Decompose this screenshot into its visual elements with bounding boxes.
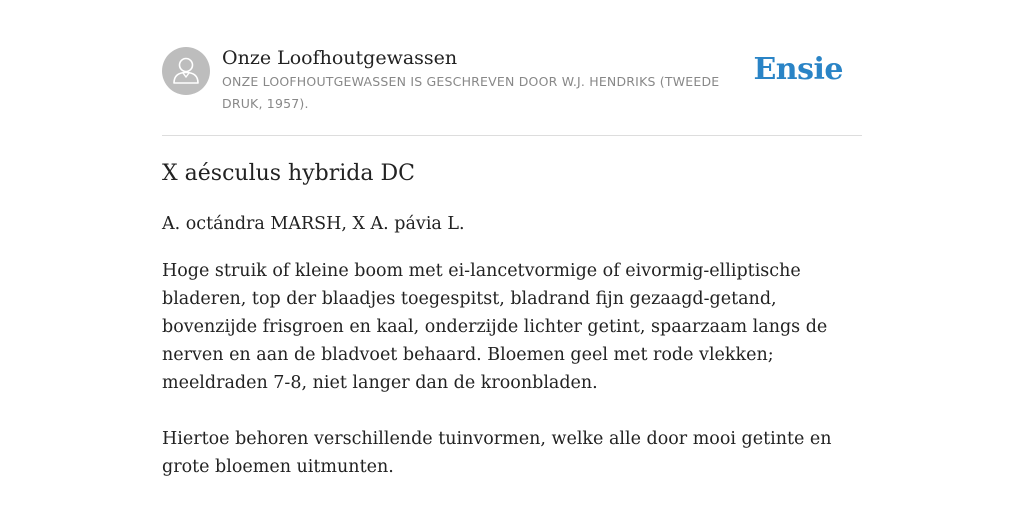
source-description: ONZE LOOFHOUTGEWASSEN IS GESCHREVEN DOOR W.J. HENDRIKS (TWEEDE DRUK, 1957). xyxy=(222,74,720,111)
entry-synonym: A. octándra MARSH, X A. pávia L. xyxy=(162,214,465,234)
entry-paragraph: Hiertoe behoren verschillende tuinvormen, welke alle door mooi getinte en grote bloemen uitmunten. xyxy=(162,429,832,477)
ensie-logo-link[interactable]: Ensie xyxy=(753,52,843,87)
entry-title: X aésculus hybrida DC xyxy=(162,161,415,186)
entry-paragraph: Hoge struik of kleine boom met ei-lancetvormige of eivormig-elliptische bladeren, top der blaadjes toegespitst, bladrand fijn gezaagd-getand, bovenzijde frisgroen en kaal, onderzijde lichter getint, spaarzaam langs de nerven en aan de bladvoet behaard. Bloemen geel met rode vlekken; meeldraden 7-8, niet langer dan de kroonbladen. xyxy=(162,261,828,393)
source-info xyxy=(222,46,747,115)
source-header xyxy=(162,46,862,136)
user-silhouette-icon xyxy=(162,47,210,95)
entry-content xyxy=(162,158,862,481)
source-title[interactable]: Onze Loofhoutgewassen xyxy=(222,47,458,69)
